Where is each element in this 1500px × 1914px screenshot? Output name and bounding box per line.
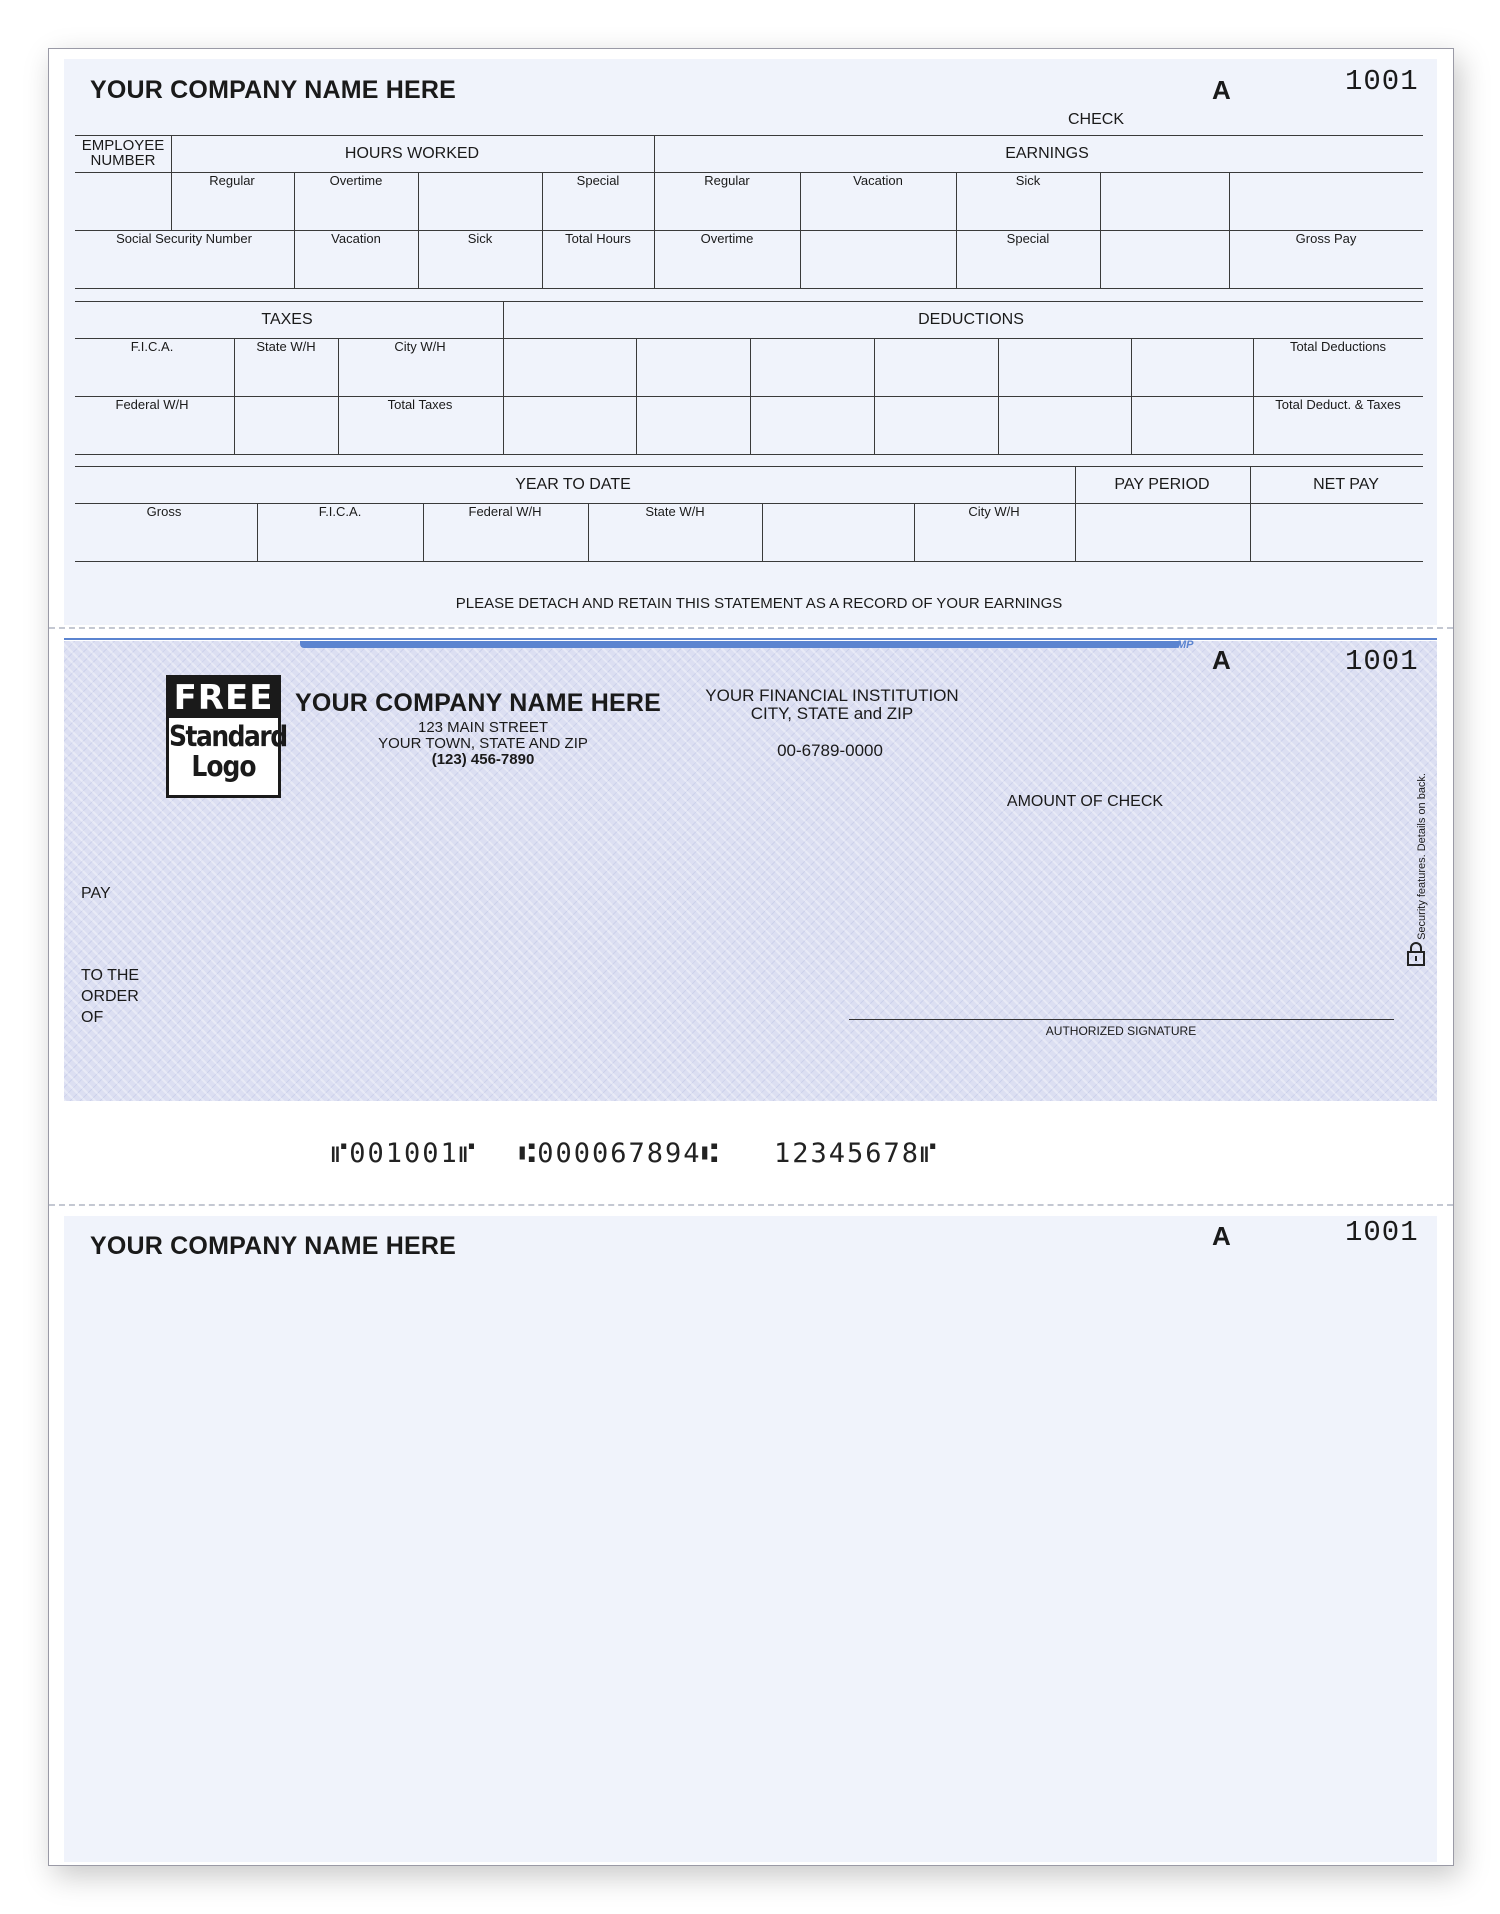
signature-line — [849, 1019, 1394, 1020]
total-hours-label: Total Hours — [565, 231, 631, 246]
grid-line — [654, 135, 655, 288]
grid-line — [800, 172, 801, 288]
order-label-line1: TO THE — [81, 967, 140, 984]
total-deduct-taxes-label: Total Deduct. & Taxes — [1275, 397, 1401, 412]
perforation-line — [49, 627, 1453, 629]
tax-fica-label: F.I.C.A. — [130, 339, 174, 354]
deductions-header: DEDUCTIONS — [918, 311, 1024, 328]
logo-free-text: FREE — [173, 678, 274, 718]
grid-line — [956, 172, 957, 288]
amount-of-check-label: AMOUNT OF CHECK — [1006, 793, 1164, 810]
grid-line — [234, 338, 235, 454]
company-phone: (123) 456-7890 — [431, 751, 535, 768]
company-address: 123 MAIN STREET — [417, 719, 549, 736]
padlock-icon — [1406, 941, 1426, 972]
company-name: YOUR COMPANY NAME HERE — [90, 76, 457, 104]
grid-line — [1100, 172, 1101, 288]
tax-federal-wh-label: Federal W/H — [115, 397, 189, 412]
company-logo — [166, 675, 287, 798]
order-label-line3: OF — [81, 1009, 104, 1026]
earn-special-label: Special — [1006, 231, 1050, 246]
hours-special-label: Special — [576, 173, 620, 188]
hours-sick-label: Sick — [467, 231, 493, 246]
grid-line — [75, 396, 1423, 397]
grid-line — [503, 301, 504, 454]
earn-sick-label: Sick — [1015, 173, 1041, 188]
grid-line — [75, 454, 1423, 455]
hours-overtime-label: Overtime — [329, 173, 383, 188]
earnings-header: EARNINGS — [1005, 145, 1089, 162]
net-pay-header: NET PAY — [1313, 476, 1379, 493]
micr-routing-number: ⑆000067894⑆ — [519, 1138, 720, 1169]
grid-line — [1229, 172, 1230, 288]
bank-city: CITY, STATE and ZIP — [750, 704, 914, 723]
grid-line — [874, 338, 875, 454]
security-note: Security features. Details on back. — [1416, 773, 1428, 940]
earn-vacation-label: Vacation — [853, 173, 903, 188]
hours-vacation-label: Vacation — [331, 231, 381, 246]
total-taxes-label: Total Taxes — [387, 397, 453, 412]
bottom-stub — [64, 1216, 1437, 1862]
check-letter: A — [1212, 645, 1231, 675]
top-rule — [64, 638, 1437, 640]
ytd-fica-label: F.I.C.A. — [318, 504, 362, 519]
grid-line — [75, 561, 1423, 562]
grid-line — [171, 135, 172, 231]
check-number: 1001 — [1345, 645, 1419, 678]
pay-period-header: PAY PERIOD — [1114, 476, 1210, 493]
pay-label: PAY — [81, 885, 111, 902]
grid-line — [423, 503, 424, 561]
micr-check-number: ⑈001001⑈ — [331, 1138, 477, 1169]
grid-line — [636, 338, 637, 454]
grid-line — [1075, 466, 1076, 561]
tax-city-wh-label: City W/H — [394, 339, 446, 354]
hours-regular-label: Regular — [209, 173, 255, 188]
check-sheet — [48, 48, 1454, 1866]
grid-line — [588, 503, 589, 561]
grid-line — [75, 503, 1423, 504]
check-body — [64, 641, 1437, 1101]
grid-line — [294, 172, 295, 288]
ytd-gross-label: Gross — [146, 504, 182, 519]
hours-worked-header: HOURS WORKED — [344, 145, 480, 162]
grid-line — [75, 288, 1423, 289]
bottom-company-name: YOUR COMPANY NAME HERE — [90, 1232, 457, 1260]
bank-name: YOUR FINANCIAL INSTITUTION — [705, 686, 959, 705]
grid-line — [1250, 466, 1251, 561]
total-deductions-label: Total Deductions — [1289, 339, 1387, 354]
perforation-line — [49, 1204, 1453, 1206]
grid-line — [257, 503, 258, 561]
mp-mark: MP — [1177, 639, 1194, 651]
taxes-header: TAXES — [261, 311, 313, 328]
company-city: YOUR TOWN, STATE AND ZIP — [378, 735, 588, 752]
check-number: 1001 — [1345, 65, 1419, 98]
grid-line — [762, 503, 763, 561]
order-label-line2: ORDER — [81, 988, 139, 1005]
bottom-check-number: 1001 — [1345, 1216, 1419, 1249]
check-label: CHECK — [1067, 111, 1125, 128]
detach-notice: PLEASE DETACH AND RETAIN THIS STATEMENT AS A RECORD OF YOUR EARNINGS — [455, 595, 1063, 612]
grid-line — [914, 503, 915, 561]
earn-regular-label: Regular — [704, 173, 750, 188]
grid-line — [338, 338, 339, 454]
bottom-check-letter: A — [1212, 1221, 1231, 1251]
grid-line — [418, 172, 419, 288]
micr-account-number: 12345678⑈ — [774, 1138, 939, 1169]
earn-overtime-label: Overtime — [700, 231, 754, 246]
check-company-name: YOUR COMPANY NAME HERE — [295, 689, 662, 717]
top-stub — [64, 59, 1437, 625]
grid-line — [75, 301, 1423, 302]
logo-logo-text: Logo — [191, 749, 256, 784]
ssn-label: Social Security Number — [116, 231, 252, 246]
grid-line — [75, 466, 1423, 467]
grid-line — [75, 135, 1423, 136]
tax-state-wh-label: State W/H — [256, 339, 316, 354]
authorized-signature-label: AUTHORIZED SIGNATURE — [1045, 1024, 1197, 1038]
grid-line — [998, 338, 999, 454]
ytd-state-wh-label: State W/H — [645, 504, 705, 519]
ytd-federal-wh-label: Federal W/H — [468, 504, 542, 519]
check-letter: A — [1212, 75, 1231, 105]
logo-standard-text: Standard — [169, 719, 287, 754]
gross-pay-label: Gross Pay — [1295, 231, 1357, 246]
routing-fraction: 00-6789-0000 — [777, 741, 883, 760]
grid-line — [1253, 338, 1254, 454]
year-to-date-header: YEAR TO DATE — [515, 476, 631, 493]
ytd-city-wh-label: City W/H — [968, 504, 1020, 519]
grid-line — [542, 172, 543, 288]
grid-line — [750, 338, 751, 454]
employee-number-header: EMPLOYEE NUMBER — [81, 137, 165, 169]
grid-line — [1131, 338, 1132, 454]
blue-band — [300, 641, 1180, 648]
